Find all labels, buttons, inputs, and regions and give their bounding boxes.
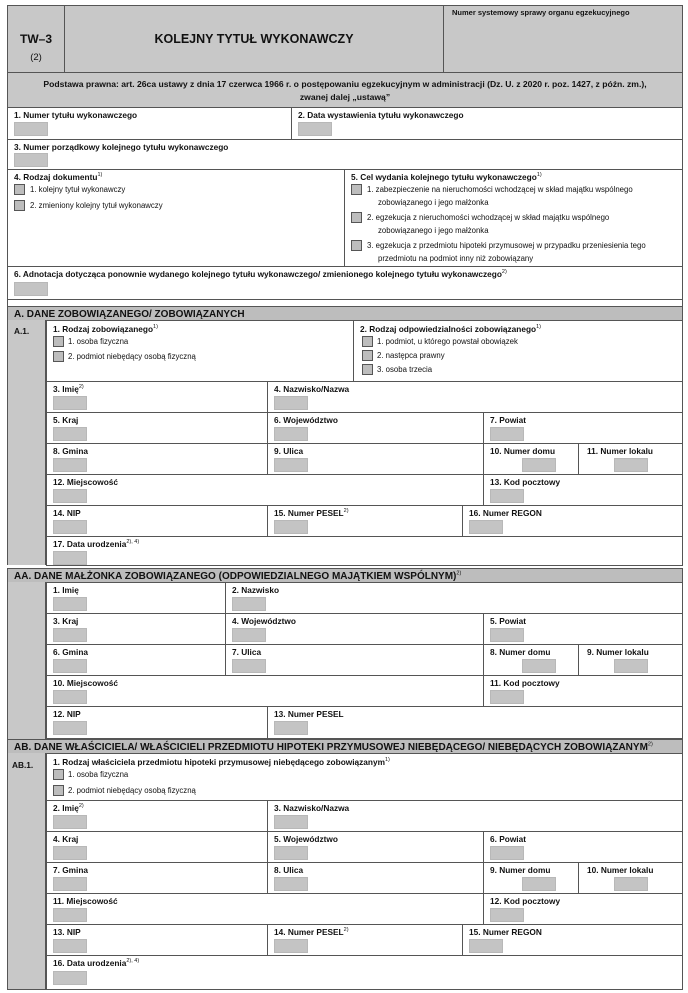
- a-liability-option-3: 3. osoba trzecia: [377, 365, 433, 374]
- aa-voivodeship-field[interactable]: [232, 628, 266, 642]
- section-ab-side-label: AB.1.: [12, 760, 34, 770]
- ab-voivodeship-label: 5. Województwo: [274, 834, 338, 844]
- ab-city-field[interactable]: [53, 908, 87, 922]
- a-regon-field[interactable]: [469, 520, 503, 534]
- ab-country-label: 4. Kraj: [53, 834, 79, 844]
- form-version: (2): [30, 52, 42, 63]
- section-ab-header: AB. DANE WŁAŚCICIELA/ WŁAŚCICIELI PRZEDMIOTU HIPOTEKI PRZYMUSOWEJ NIEBĘDĄCEGO/ NIEBĘDĄCYCH ZOBOWIĄZANYM$^{2)}$: [7, 739, 683, 756]
- aa-house-no-label: 8. Numer domu: [490, 647, 551, 657]
- aa-commune-label: 6. Gmina: [53, 647, 89, 657]
- a-commune-label: 8. Gmina: [53, 446, 89, 456]
- legal-basis-line2: zwanej dalej „ustawą”: [299, 92, 391, 102]
- a-county-label: 7. Powiat: [490, 415, 526, 425]
- section-a-header: A. DANE ZOBOWIĄZANEGO/ ZOBOWIĄZANYCH: [7, 306, 683, 323]
- ab-street-field[interactable]: [274, 877, 308, 891]
- ab-birth-date-label: 16. Data urodzenia$^{2), 4)}$: [53, 958, 140, 968]
- ab-country-field[interactable]: [53, 846, 87, 860]
- a-first-name-field[interactable]: [53, 396, 87, 410]
- legal-basis: [7, 72, 683, 108]
- a-postal-code-label: 13. Kod pocztowy: [490, 477, 561, 487]
- aa-house-no-field[interactable]: [522, 659, 556, 673]
- system-number-label: Numer systemowy sprawy organu egzekucyjnego: [452, 8, 630, 17]
- section-a-sidebar: [7, 320, 46, 565]
- a-birth-date-label: 17. Data urodzenia$^{2), 4)}$: [53, 539, 140, 549]
- aa-county-label: 5. Powiat: [490, 616, 526, 626]
- a-flat-no-field[interactable]: [614, 458, 648, 472]
- ab-type-option-1: 1. osoba fizyczna: [68, 770, 129, 779]
- ab-house-no-field[interactable]: [522, 877, 556, 891]
- ab-commune-label: 7. Gmina: [53, 865, 89, 875]
- aa-first-name-field[interactable]: [53, 597, 87, 611]
- purpose-checkbox-3[interactable]: [351, 240, 362, 251]
- ab-last-name-field[interactable]: [274, 815, 308, 829]
- aa-first-name-label: 1. Imię: [53, 585, 79, 595]
- a-type-checkbox-2[interactable]: [53, 351, 64, 362]
- purpose-option-3-cont: przedmiotu na podmiot inny niż zobowiązany: [378, 254, 534, 263]
- a-liability-option-2: 2. następca prawny: [377, 351, 445, 360]
- ab-pesel-label: 14. Numer PESEL$^{2)}$: [274, 927, 349, 937]
- a-liability-checkbox-3[interactable]: [362, 364, 373, 375]
- aa-city-label: 10. Miejscowość: [53, 678, 119, 688]
- ab-type-checkbox-2[interactable]: [53, 785, 64, 796]
- ab-birth-date-field[interactable]: [53, 971, 87, 985]
- aa-commune-field[interactable]: [53, 659, 87, 673]
- aa-city-field[interactable]: [53, 690, 87, 704]
- ab-last-name-label: 3. Nazwisko/Nazwa: [274, 803, 350, 813]
- section-a-side-label: A.1.: [14, 326, 30, 336]
- ab-type-option-2: 2. podmiot niebędący osobą fizyczną: [68, 786, 196, 795]
- aa-flat-no-field[interactable]: [614, 659, 648, 673]
- sequence-number-label: 3. Numer porządkowy kolejnego tytułu wykonawczego: [14, 142, 229, 152]
- purpose-option-1-cont: zobowiązanego i jego małżonka: [378, 198, 489, 207]
- a-type-label: 1. Rodzaj zobowiązanego$^{1)}$: [53, 324, 158, 334]
- ab-street-label: 8. Ulica: [274, 865, 304, 875]
- a-nip-field[interactable]: [53, 520, 87, 534]
- purpose-option-2-cont: zobowiązanego i jego małżonka: [378, 226, 489, 235]
- a-house-no-field[interactable]: [522, 458, 556, 472]
- a-liability-checkbox-2[interactable]: [362, 350, 373, 361]
- annotation-label: 6. Adnotacja dotycząca ponownie wydanego kolejnego tytułu wykonawczego/ zmienionego kolejnego tytułu wykonawczego$^{2)}$: [14, 269, 507, 279]
- issue-date-label: 2. Data wystawienia tytułu wykonawczego: [298, 110, 464, 120]
- form-code: TW–3: [19, 32, 52, 46]
- document-type-cell: [7, 169, 345, 267]
- aa-pesel-label: 13. Numer PESEL: [274, 709, 344, 719]
- aa-country-field[interactable]: [53, 628, 87, 642]
- a-liability-label: 2. Rodzaj odpowiedzialności zobowiązanego$^{1)}$: [360, 324, 541, 334]
- a-voivodeship-label: 6. Województwo: [274, 415, 338, 425]
- ab-postal-code-field[interactable]: [490, 908, 524, 922]
- title-number-field[interactable]: [14, 122, 48, 136]
- issue-date-field[interactable]: [298, 122, 332, 136]
- ab-first-name-field[interactable]: [53, 815, 87, 829]
- a-last-name-field[interactable]: [274, 396, 308, 410]
- aa-postal-code-field[interactable]: [490, 690, 524, 704]
- a-commune-field[interactable]: [53, 458, 87, 472]
- form-code-box: [7, 5, 65, 73]
- page-title: KOLEJNY TYTUŁ WYKONAWCZY: [154, 32, 354, 46]
- document-type-label: 4. Rodzaj dokumentu$^{1)}$: [14, 172, 103, 182]
- a-liability-checkbox-1[interactable]: [362, 336, 373, 347]
- aa-county-field[interactable]: [490, 628, 524, 642]
- ab-house-no-label: 9. Numer domu: [490, 865, 551, 875]
- aa-last-name-cell: [225, 582, 683, 614]
- ab-flat-no-field[interactable]: [614, 877, 648, 891]
- title-number-label: 1. Numer tytułu wykonawczego: [14, 110, 138, 120]
- doc-type-checkbox-2[interactable]: [14, 200, 25, 211]
- a-pesel-label: 15. Numer PESEL$^{2)}$: [274, 508, 349, 518]
- aa-postal-code-label: 11. Kod pocztowy: [490, 678, 560, 688]
- a-regon-label: 16. Numer REGON: [469, 508, 542, 518]
- doc-type-option-2: 2. zmieniony kolejny tytuł wykonawczy: [30, 201, 163, 210]
- purpose-option-1: 1. zabezpieczenie na nieruchomości wchodzącej w skład majątku wspólnego: [367, 185, 633, 194]
- ab-nip-label: 13. NIP: [53, 927, 81, 937]
- ab-pesel-field[interactable]: [274, 939, 308, 953]
- purpose-checkbox-1[interactable]: [351, 184, 362, 195]
- a-birth-date-field[interactable]: [53, 551, 87, 565]
- a-type-checkbox-1[interactable]: [53, 336, 64, 347]
- purpose-option-3: 3. egzekucja z przedmiotu hipoteki przymusowej w przypadku przeniesienia tego: [367, 241, 646, 250]
- section-aa-header: AA. DANE MAŁŻONKA ZOBOWIĄZANEGO (ODPOWIEDZIALNEGO MAJĄTKIEM WSPÓLNYM)$^{2)}$: [7, 568, 683, 585]
- form-title-box: [64, 5, 444, 73]
- ab-first-name-label: 2. Imię$^{2)}$: [53, 803, 84, 813]
- aa-street-field[interactable]: [232, 659, 266, 673]
- section-aa-sidebar: [7, 582, 46, 739]
- ab-nip-field[interactable]: [53, 939, 87, 953]
- a-type-option-1: 1. osoba fizyczna: [68, 337, 129, 346]
- aa-last-name-label: 2. Nazwisko: [232, 585, 280, 595]
- a-last-name-label: 4. Nazwisko/Nazwa: [274, 384, 350, 394]
- a-country-field[interactable]: [53, 427, 87, 441]
- legal-basis-line1: Podstawa prawna: art. 26ca ustawy z dnia 17 czerwca 1966 r. o postępowaniu egzekucyjnym w administracji (Dz. U. z 2020 r. poz. 1427, z późn. zm.),: [43, 79, 647, 89]
- a-first-name-label: 3. Imię$^{2)}$: [53, 384, 84, 394]
- section-ab-sidebar: [7, 753, 46, 990]
- ab-regon-label: 15. Numer REGON: [469, 927, 542, 937]
- ab-voivodeship-field[interactable]: [274, 846, 308, 860]
- aa-voivodeship-label: 4. Województwo: [232, 616, 296, 626]
- aa-pesel-field[interactable]: [274, 721, 308, 735]
- a-type-option-2: 2. podmiot niebędący osobą fizyczną: [68, 352, 196, 361]
- a-street-label: 9. Ulica: [274, 446, 304, 456]
- purpose-checkbox-2[interactable]: [351, 212, 362, 223]
- ab-type-checkbox-1[interactable]: [53, 769, 64, 780]
- purpose-option-2: 2. egzekucja z nieruchomości wchodzącej w skład majątku wspólnego: [367, 213, 610, 222]
- sequence-number-field[interactable]: [14, 153, 48, 167]
- aa-street-label: 7. Ulica: [232, 647, 262, 657]
- a-city-label: 12. Miejscowość: [53, 477, 119, 487]
- a-postal-code-field[interactable]: [490, 489, 524, 503]
- a-birth-date-cell: [46, 536, 683, 566]
- ab-commune-field[interactable]: [53, 877, 87, 891]
- ab-type-label: 1. Rodzaj właściciela przedmiotu hipoteki przymusowej niebędącego zobowiązanym$^{1)}$: [53, 757, 390, 767]
- a-nip-label: 14. NIP: [53, 508, 81, 518]
- ab-county-field[interactable]: [490, 846, 524, 860]
- a-city-field[interactable]: [53, 489, 87, 503]
- ab-county-label: 6. Powiat: [490, 834, 526, 844]
- aa-nip-field[interactable]: [53, 721, 87, 735]
- system-number-box[interactable]: [443, 5, 683, 73]
- a-street-field[interactable]: [274, 458, 308, 472]
- aa-country-label: 3. Kraj: [53, 616, 79, 626]
- a-country-label: 5. Kraj: [53, 415, 79, 425]
- aa-flat-no-label: 9. Numer lokalu: [587, 647, 649, 657]
- purpose-label: 5. Cel wydania kolejnego tytułu wykonawczego$^{1)}$: [351, 172, 542, 182]
- aa-nip-label: 12. NIP: [53, 709, 81, 719]
- annotation-field[interactable]: [14, 282, 48, 296]
- ab-postal-code-label: 12. Kod pocztowy: [490, 896, 561, 906]
- a-pesel-field[interactable]: [274, 520, 308, 534]
- ab-flat-no-label: 10. Numer lokalu: [587, 865, 654, 875]
- ab-regon-field[interactable]: [469, 939, 503, 953]
- a-liability-option-1: 1. podmiot, u którego powstał obowiązek: [377, 337, 518, 346]
- a-county-field[interactable]: [490, 427, 524, 441]
- ab-city-label: 11. Miejscowość: [53, 896, 118, 906]
- a-house-no-label: 10. Numer domu: [490, 446, 556, 456]
- ab-birth-date-cell: [46, 955, 683, 990]
- doc-type-option-1: 1. kolejny tytuł wykonawczy: [30, 185, 126, 194]
- aa-last-name-field[interactable]: [232, 597, 266, 611]
- doc-type-checkbox-1[interactable]: [14, 184, 25, 195]
- a-flat-no-label: 11. Numer lokalu: [587, 446, 653, 456]
- a-voivodeship-field[interactable]: [274, 427, 308, 441]
